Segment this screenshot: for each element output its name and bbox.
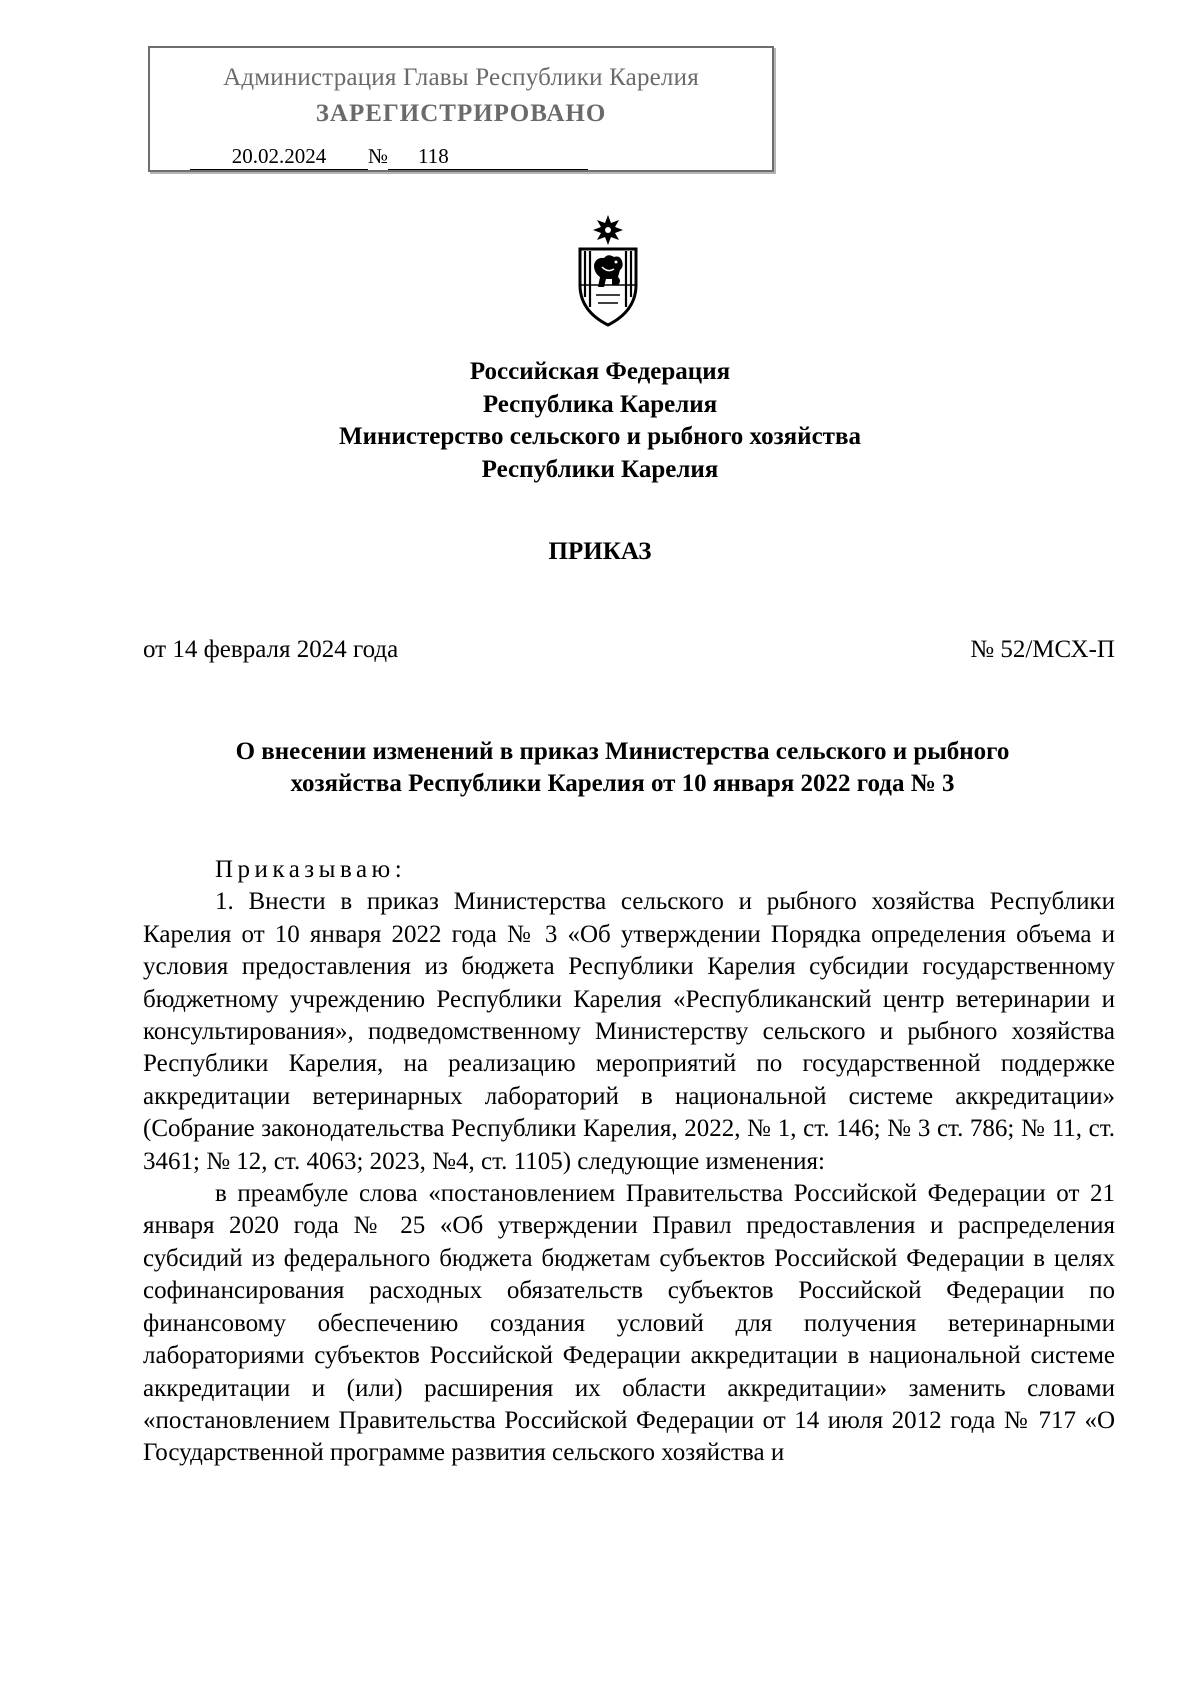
order-number: № 52/МСХ-П — [970, 636, 1115, 663]
stamp-number: 118 — [388, 143, 588, 170]
stamp-date: 20.02.2024 — [190, 143, 368, 170]
header-ministry: Министерство сельского и рыбного хозяйства — [339, 423, 861, 450]
stamp-organization: Администрация Главы Республики Карелия — [223, 64, 699, 91]
header-republic: Республика Карелия — [482, 390, 718, 418]
karelia-coat-of-arms-icon — [572, 215, 644, 327]
order-subject — [130, 736, 1115, 800]
order-body — [143, 854, 1115, 1470]
registration-stamp — [148, 46, 774, 172]
body-paragraph-1: 1. Внести в приказ Министерства сельского и рыбного хозяйства Республики Карелия от 10 января 2022 года № 3 «Об утверждении Порядка определения объема и условия предоставления из бюджета Республики Карелия субсидии государственному бюджетному учреждению Республики Карелия «Республиканский центр ветеринарии и консультирования», подведомственному Министерству сельского и рыбного хозяйства Республики Карелия, на реализацию мероприятий по государственной поддержке аккредитации ветеринарных лабораторий в национальной системе аккредитации» (Собрание законодательства Республики Карелия, 2022, № 1, ст. 146; № 3 ст. 786; № 11, ст. 3461; № 12, ст. 4063; 2023, №4, ст. 1105) следующие изменения: — [143, 888, 1115, 1175]
subject-line-2: хозяйства Республики Карелия от 10 января 2022 года № 3 — [290, 770, 955, 797]
command-word: Приказываю: — [215, 856, 407, 883]
order-date-number-row — [143, 636, 1115, 664]
stamp-status: ЗАРЕГИСТРИРОВАНО — [315, 100, 607, 127]
order-date: от 14 февраля 2024 года — [143, 636, 399, 663]
stamp-number-sign: № — [368, 144, 389, 168]
subject-line-1: О внесении изменений в приказ Министерства сельского и рыбного — [235, 738, 1010, 765]
coat-of-arms-svg — [572, 215, 644, 327]
header-country: Российская Федерация — [469, 358, 731, 385]
header-ministry-republic: Республики Карелия — [481, 455, 719, 483]
body-paragraph-2: в преамбуле слова «постановлением Правительства Российской Федерации от 21 января 2020 года № 25 «Об утверждении Правил предоставления и распределения субсидий из федерального бюджета бюджетам субъектов Российской Федерации в целях софинансирования расходных обязательств субъектов Российской Федерации по финансовому обеспечению создания условий для получения ветеринарными лабораториями субъектов Российской Федерации аккредитации в национальной системе аккредитации и (или) расширения их области аккредитации» заменить словами «постановлением Правительства Российской Федерации от 14 июля 2012 года № 717 «О Государственной программе развития сельского хозяйства и — [143, 1180, 1115, 1467]
stamp-registration-line — [190, 143, 588, 170]
order-title: ПРИКАЗ — [548, 538, 652, 565]
star-icon — [593, 215, 623, 245]
document-header — [0, 356, 1200, 486]
